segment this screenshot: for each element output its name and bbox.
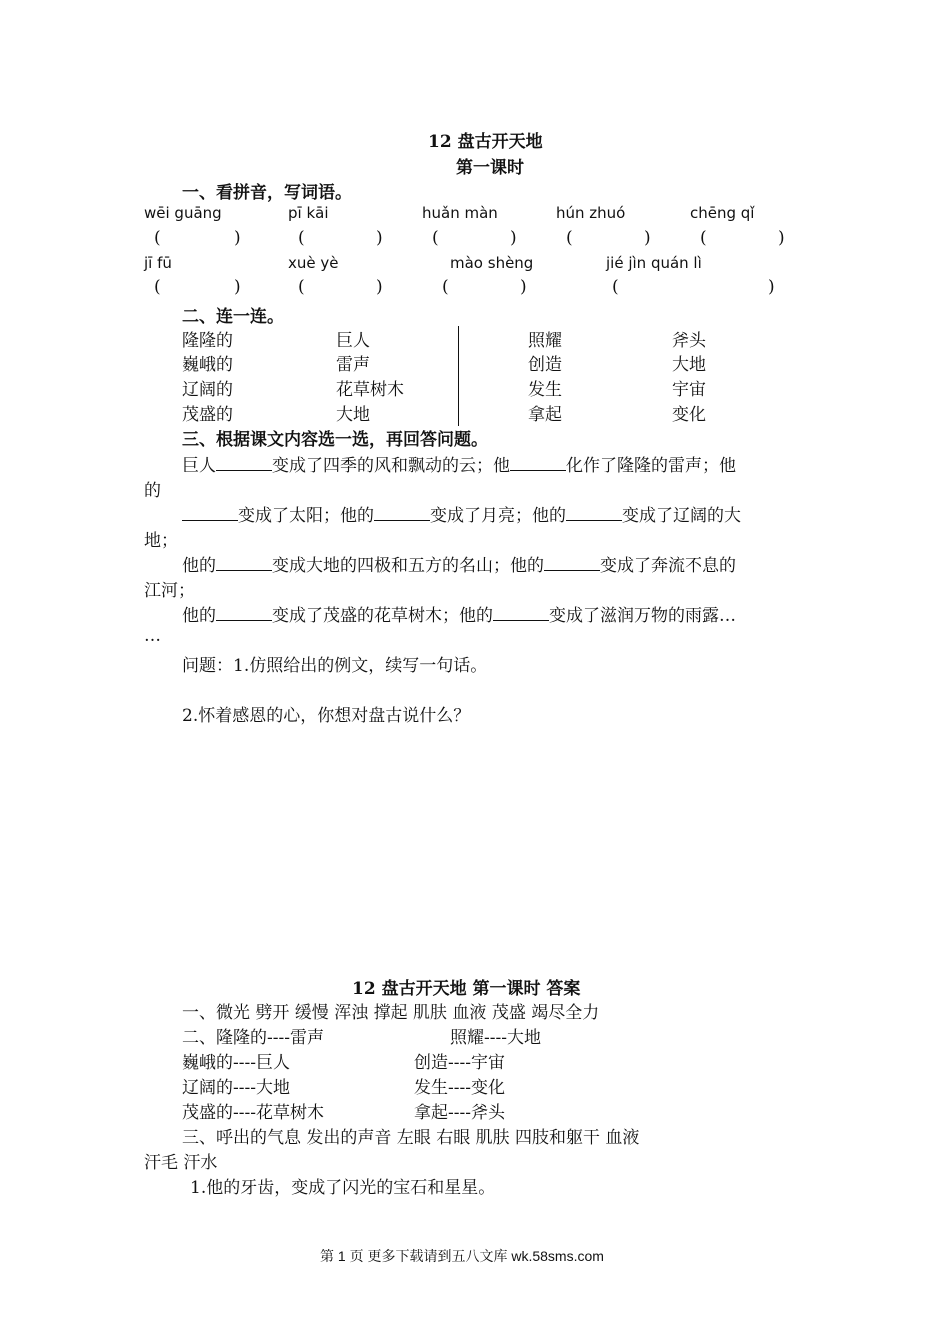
text-segment: 他的 <box>182 606 216 626</box>
match-right-item: 斧头 <box>672 331 706 351</box>
blank-field[interactable] <box>544 556 600 571</box>
match-right-item: 变化 <box>672 405 706 425</box>
answer-paren-open: ( <box>612 277 619 297</box>
answer-paren-open: ( <box>700 228 707 248</box>
answer-line: 二、隆隆的----雷声 <box>182 1028 324 1048</box>
page-subtitle: 第一课时 <box>456 158 524 178</box>
section-2-heading: 二、连一连。 <box>182 307 284 327</box>
answer-paren-open: ( <box>298 228 305 248</box>
match-left-item: 茂盛的 <box>182 405 233 425</box>
pinyin-2: pī kāi <box>288 204 329 222</box>
blank-field[interactable] <box>493 606 549 621</box>
blank-field[interactable] <box>566 506 622 521</box>
answer-paren-close: ) <box>520 277 527 297</box>
text-segment: 化作了隆隆的雷声；他 <box>566 456 736 476</box>
match-right-item: 巨人 <box>336 331 370 351</box>
blank-field[interactable] <box>216 606 272 621</box>
pinyin-3: huǎn màn <box>422 204 498 222</box>
answer-paren-close: ) <box>778 228 785 248</box>
answer-paren-open: ( <box>442 277 449 297</box>
answer-paren-open: ( <box>432 228 439 248</box>
answer-paren-close: ) <box>376 277 383 297</box>
answer-paren-close: ) <box>234 228 241 248</box>
pinyin-9: jié jìn quán lì <box>606 254 702 272</box>
question-1: 问题：1.仿照给出的例文，续写一句话。 <box>182 656 488 676</box>
answer-paren-open: ( <box>154 277 161 297</box>
answer-line: 拿起----斧头 <box>414 1103 505 1123</box>
answer-line: 茂盛的----花草树木 <box>182 1103 324 1123</box>
match-left-item: 创造 <box>528 355 562 375</box>
answer-paren-close: ) <box>234 277 241 297</box>
match-right-item: 花草树木 <box>336 380 404 400</box>
answer-line: 三、呼出的气息 发出的声音 左眼 右眼 肌肤 四肢和躯干 血液 <box>182 1128 640 1148</box>
pinyin-6: jī fū <box>144 254 172 272</box>
blank-field[interactable] <box>182 506 238 521</box>
text-segment: 变成了太阳；他的 <box>238 506 374 526</box>
answer-line: 一、微光 劈开 缓慢 浑浊 撑起 肌肤 血液 茂盛 竭尽全力 <box>182 1003 600 1023</box>
text-segment: 变成大地的四极和五方的名山；他的 <box>272 556 544 576</box>
pinyin-5: chēng qǐ <box>690 204 755 222</box>
page-footer: 第 1 页 更多下载请到五八文库 wk.58sms.com <box>320 1248 604 1264</box>
match-right-item: 大地 <box>672 355 706 375</box>
pinyin-4: hún zhuó <box>556 204 626 222</box>
blank-field[interactable] <box>216 456 272 471</box>
match-left-item: 隆隆的 <box>182 331 233 351</box>
answer-line: 辽阔的----大地 <box>182 1078 290 1098</box>
answer-paren-close: ) <box>644 228 651 248</box>
fill-line-2 <box>182 501 741 526</box>
section-1-heading: 一、看拼音，写词语。 <box>182 183 352 203</box>
answer-line: 巍峨的----巨人 <box>182 1053 290 1073</box>
answer-line: 汗毛 汗水 <box>144 1153 218 1173</box>
fill-line-4 <box>182 601 736 626</box>
blank-field[interactable] <box>216 556 272 571</box>
blank-field[interactable] <box>510 456 566 471</box>
match-right-item: 雷声 <box>336 355 370 375</box>
answer-paren-close: ) <box>768 277 775 297</box>
match-left-item: 巍峨的 <box>182 355 233 375</box>
match-right-item: 大地 <box>336 405 370 425</box>
answer-paren-open: ( <box>298 277 305 297</box>
divider-line <box>458 326 459 426</box>
fill-line-3 <box>182 551 736 576</box>
blank-field[interactable] <box>374 506 430 521</box>
section-3-heading: 三、根据课文内容选一选，再回答问题。 <box>182 430 488 450</box>
question-2: 2.怀着感恩的心，你想对盘古说什么？ <box>182 706 471 726</box>
match-left-item: 辽阔的 <box>182 380 233 400</box>
page-title: 12 盘古开天地 <box>428 132 543 152</box>
answer-line: 发生----变化 <box>414 1078 505 1098</box>
answer-line: 创造----宇宙 <box>414 1053 505 1073</box>
text-segment: 变成了辽阔的大 <box>622 506 741 526</box>
text-segment: 变成了茂盛的花草树木；他的 <box>272 606 493 626</box>
text-segment: 变成了滋润万物的雨露… <box>549 606 736 626</box>
answers-title: 12 盘古开天地 第一课时 答案 <box>352 979 581 999</box>
fill-line-4-wrap: … <box>144 626 161 646</box>
answer-paren-close: ) <box>376 228 383 248</box>
match-right-item: 宇宙 <box>672 380 706 400</box>
pinyin-8: mào shèng <box>450 254 534 272</box>
answer-line: 1.他的牙齿，变成了闪光的宝石和星星。 <box>190 1178 496 1198</box>
pinyin-1: wēi guāng <box>144 204 222 222</box>
fill-line-2-wrap: 地； <box>144 531 178 551</box>
text-segment: 巨人 <box>182 456 216 476</box>
text-segment: 他的 <box>182 556 216 576</box>
fill-line-1 <box>182 451 736 476</box>
pinyin-7: xuè yè <box>288 254 339 272</box>
fill-line-3-wrap: 江河； <box>144 581 195 601</box>
text-segment: 变成了奔流不息的 <box>600 556 736 576</box>
match-left-item: 拿起 <box>528 405 562 425</box>
text-segment: 变成了月亮；他的 <box>430 506 566 526</box>
match-left-item: 发生 <box>528 380 562 400</box>
answer-paren-close: ) <box>510 228 517 248</box>
answer-line: 照耀----大地 <box>450 1028 541 1048</box>
answer-paren-open: ( <box>154 228 161 248</box>
text-segment: 变成了四季的风和飘动的云；他 <box>272 456 510 476</box>
answer-paren-open: ( <box>566 228 573 248</box>
fill-line-1-wrap: 的 <box>144 481 161 501</box>
match-left-item: 照耀 <box>528 331 562 351</box>
